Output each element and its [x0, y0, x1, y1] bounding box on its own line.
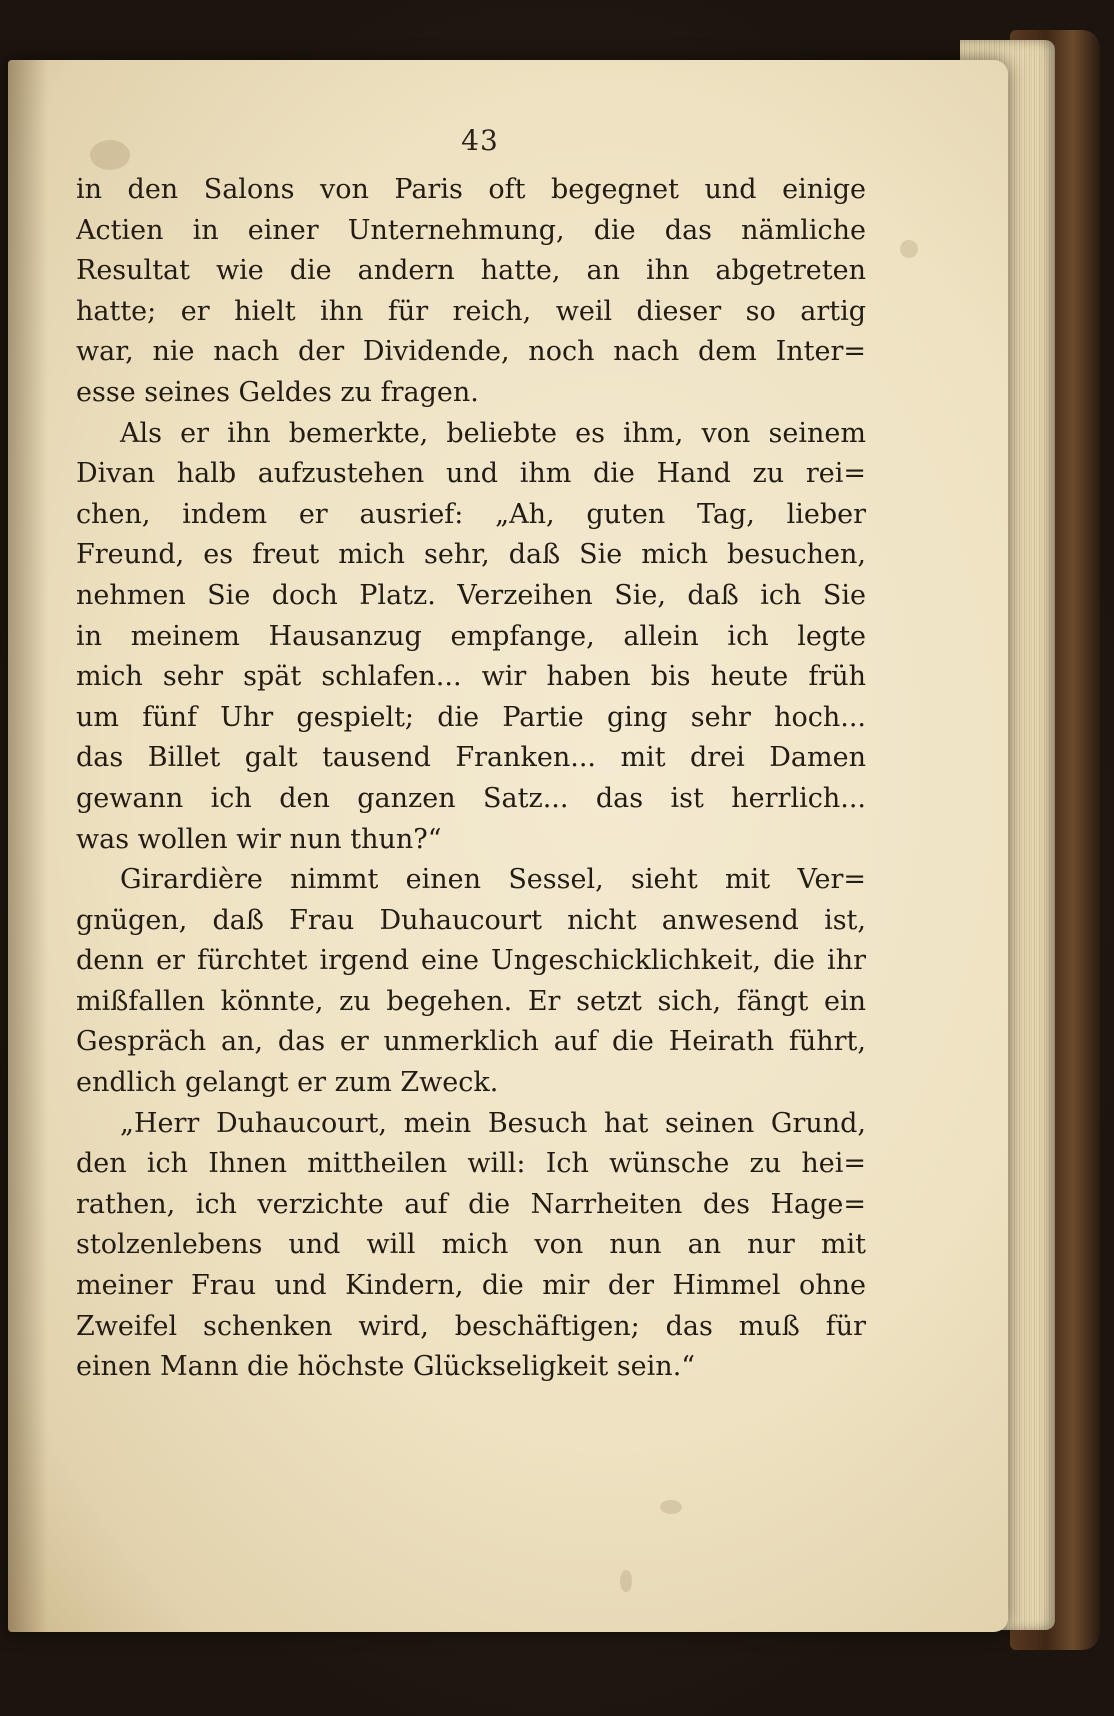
- text-line: Freund, es freut mich sehr, daß Sie mich besuchen,: [76, 539, 866, 571]
- text-line: endlich gelangt er zum Zweck.: [76, 1067, 499, 1099]
- body-text: [76, 170, 866, 1388]
- stain: [620, 1570, 632, 1592]
- page-number: 43: [461, 124, 499, 157]
- text-line: Divan halb aufzustehen und ihm die Hand zu rei=: [76, 458, 866, 490]
- text-line: gnügen, daß Frau Duhaucourt nicht anwesend ist,: [76, 904, 866, 936]
- text-line: rathen, ich verzichte auf die Narrheiten des Hage=: [76, 1188, 866, 1220]
- stain: [660, 1500, 682, 1514]
- text-line: Resultat wie die andern hatte, an ihn abgetreten: [76, 255, 866, 287]
- text-line: in meinem Hausanzug empfange, allein ich legte: [76, 620, 866, 652]
- text-line: nehmen Sie doch Platz. Verzeihen Sie, daß ich Sie: [76, 579, 866, 611]
- text-line: denn er fürchtet irgend eine Ungeschicklichkeit, die ihr: [76, 945, 866, 977]
- stain: [900, 240, 918, 258]
- text-line: den ich Ihnen mittheilen will: Ich wünsche zu hei=: [76, 1148, 866, 1180]
- text-line: Girardière nimmt einen Sessel, sieht mit Ver=: [120, 864, 866, 896]
- text-line: meiner Frau und Kindern, die mir der Himmel ohne: [76, 1270, 866, 1302]
- text-line: das Billet galt tausend Franken... mit drei Damen: [76, 742, 866, 774]
- text-line: gewann ich den ganzen Satz... das ist herrlich...: [76, 782, 866, 814]
- text-line: Actien in einer Unternehmung, die das nämliche: [76, 214, 866, 246]
- stain: [90, 140, 130, 170]
- gutter-shadow: [8, 60, 48, 1632]
- text-line: Gespräch an, das er unmerklich auf die Heirath führt,: [76, 1026, 866, 1058]
- text-line: Als er ihn bemerkte, beliebte es ihm, von seinem: [120, 417, 866, 449]
- text-line: mich sehr spät schlafen... wir haben bis heute früh: [76, 661, 866, 693]
- text-line: was wollen wir nun thun?“: [76, 823, 442, 855]
- text-line: „Herr Duhaucourt, mein Besuch hat seinen Grund,: [120, 1107, 866, 1139]
- text-line: war, nie nach der Dividende, noch nach dem Inter=: [76, 336, 866, 368]
- text-line: Zweifel schenken wird, beschäftigen; das muß für: [76, 1310, 866, 1342]
- text-line: mißfallen könnte, zu begehen. Er setzt sich, fängt ein: [76, 985, 866, 1017]
- text-line: esse seines Geldes zu fragen.: [76, 376, 479, 408]
- text-line: einen Mann die höchste Glückseligkeit sein.“: [76, 1351, 696, 1383]
- text-line: stolzenlebens und will mich von nun an nur mit: [76, 1229, 866, 1261]
- text-line: in den Salons von Paris oft begegnet und einige: [76, 174, 866, 205]
- text-line: hatte; er hielt ihn für reich, weil dieser so artig: [76, 295, 866, 327]
- text-line: chen, indem er ausrief: „Ah, guten Tag, lieber: [76, 498, 866, 530]
- text-line: um fünf Uhr gespielt; die Partie ging sehr hoch...: [76, 701, 866, 733]
